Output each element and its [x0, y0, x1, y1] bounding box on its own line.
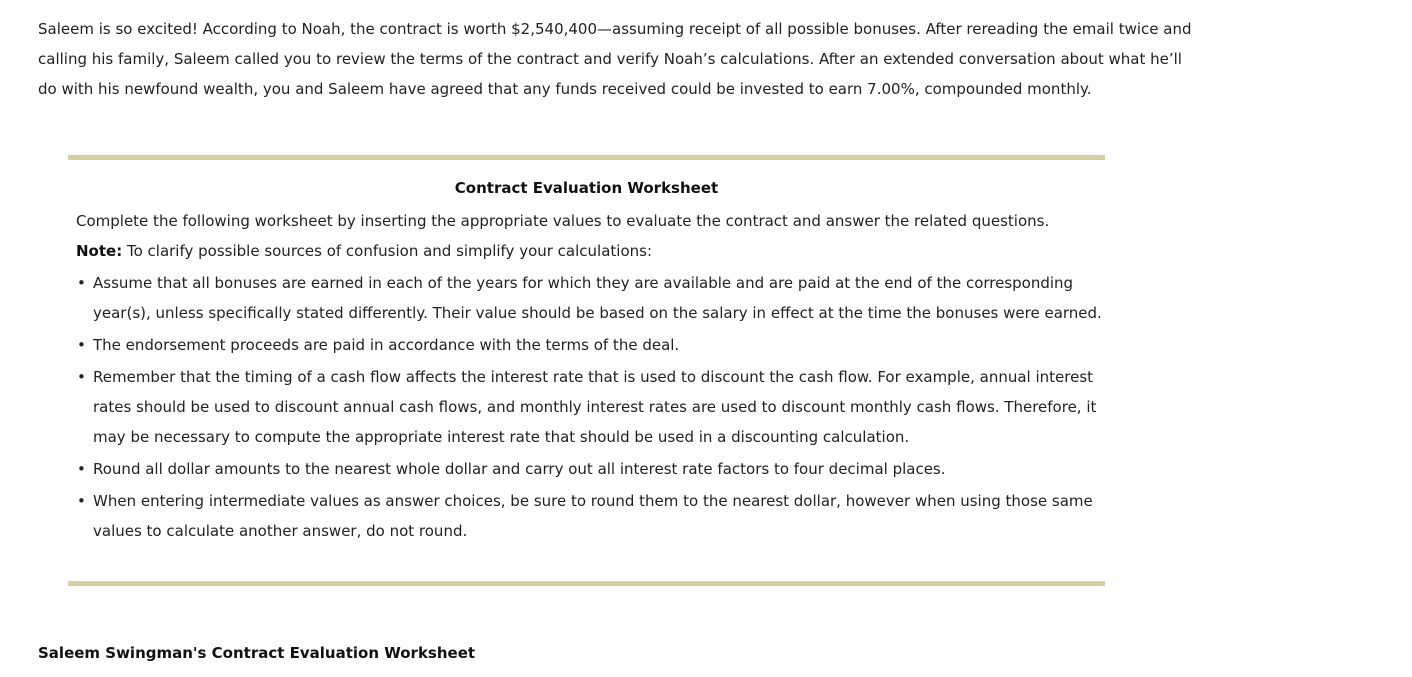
bullet-icon: •: [77, 460, 86, 478]
bullet-text: When entering intermediate values as answer choices, be sure to round them to the nearest dollar, however when using those same values to calculate another answer, do not round.: [93, 492, 1093, 540]
list-item: [76, 362, 1106, 452]
list-item: [76, 268, 1106, 328]
bullet-icon: •: [77, 492, 86, 510]
section-heading: Saleem Swingman's Contract Evaluation Worksheet: [38, 644, 476, 662]
bullet-text: Remember that the timing of a cash flow affects the interest rate that is used to discount the cash flow. For example, annual interest rates should be used to discount annual cash flows, and monthly interest rates are used to discount monthly cash flows. Therefore, it may be necessary to compute the appropriate interest rate that should be used in a discounting calculation.: [93, 368, 1097, 446]
bullet-icon: •: [77, 368, 86, 386]
list-item: [76, 486, 1106, 546]
bullet-icon: •: [77, 274, 86, 292]
bullet-icon: •: [77, 336, 86, 354]
list-item: [76, 330, 1106, 360]
bullet-text: The endorsement proceeds are paid in accordance with the terms of the deal.: [93, 336, 680, 354]
worksheet-instructions: Complete the following worksheet by inserting the appropriate values to evaluate the contract and answer the related questions.: [76, 212, 1050, 230]
bullet-text: Assume that all bonuses are earned in each of the years for which they are available and are paid at the end of the corresponding year(s), unless specifically stated differently. Their value should be based on the salary in effect at the time the bonuses were earned.: [93, 274, 1102, 322]
contract-evaluation-worksheet-box: [68, 155, 1105, 586]
note-label: Note:: [76, 242, 123, 260]
note-text: To clarify possible sources of confusion and simplify your calculations:: [122, 242, 653, 260]
list-item: [76, 454, 1106, 484]
worksheet-title: Contract Evaluation Worksheet: [454, 179, 719, 197]
bullet-text: Round all dollar amounts to the nearest whole dollar and carry out all interest rate factors to four decimal places.: [93, 460, 946, 478]
worksheet-note: [76, 236, 652, 266]
intro-paragraph: Saleem is so excited! According to Noah, the contract is worth $2,540,400—assuming receipt of all possible bonuses. After rereading the email twice and calling his family, Saleem called you to review the terms of the contract and verify Noah’s calculations. After an extended conversation about what he’ll do with his newfound wealth, you and Saleem have agreed that any funds received could be invested to earn 7.00%, compounded monthly.: [38, 20, 1192, 98]
worksheet-bullet-list: [76, 268, 1106, 548]
